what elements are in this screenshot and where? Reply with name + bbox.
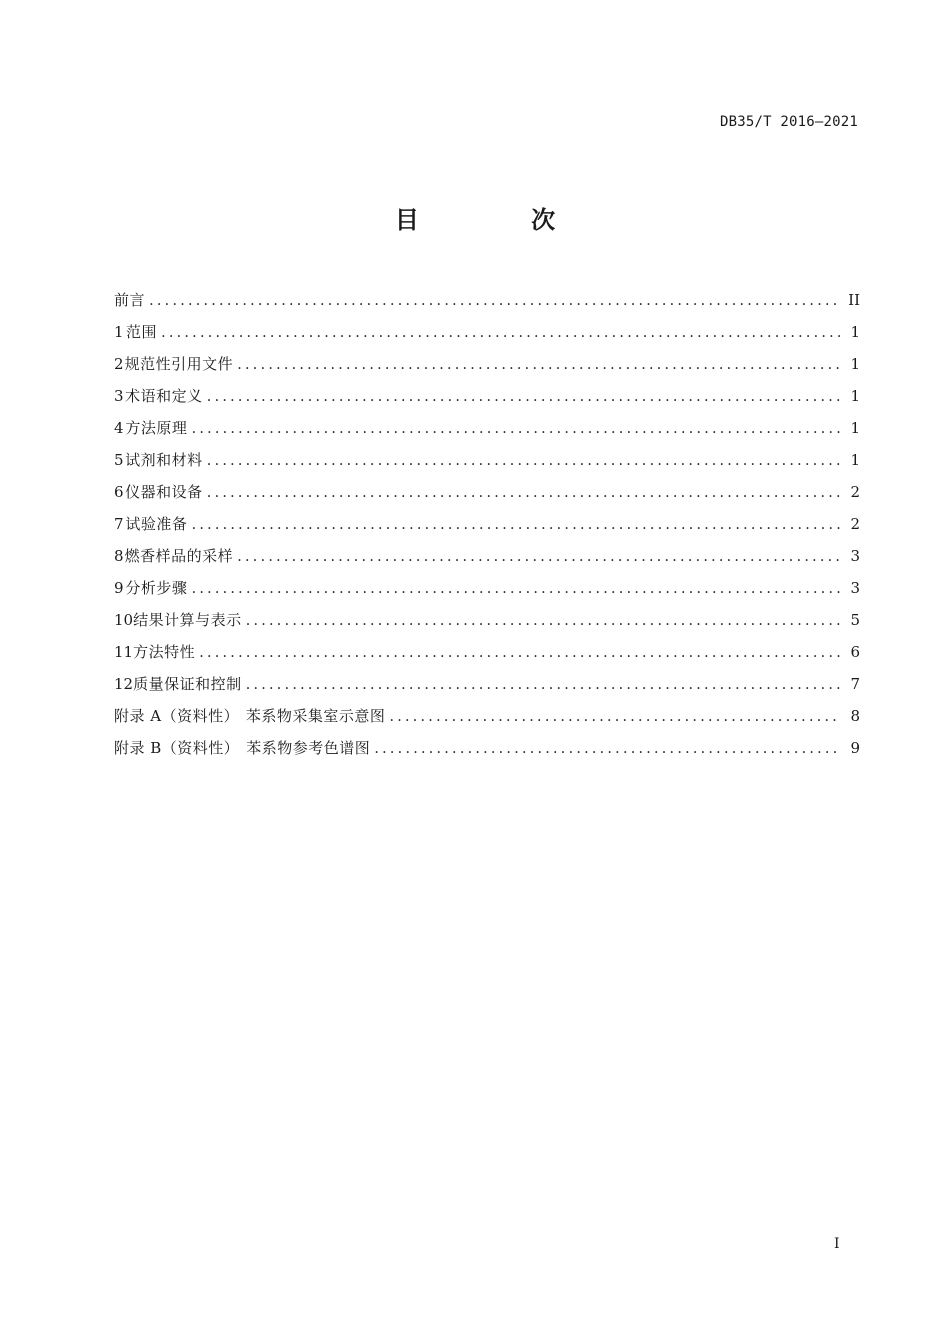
toc-dot-leader — [149, 284, 840, 316]
toc-entry-page: 8 — [850, 707, 860, 725]
toc-entry-page: 1 — [850, 419, 860, 437]
toc-dot-leader — [246, 668, 840, 700]
toc-entry-label: 质量保证和控制 — [133, 675, 242, 693]
toc-entry-number: 6 — [114, 483, 124, 501]
toc-entry-label: 燃香样品的采样 — [124, 547, 234, 565]
toc-dot-leader — [207, 444, 840, 476]
toc-dot-leader — [207, 380, 840, 412]
toc-entry-label: 前言 — [114, 291, 146, 309]
toc-entry-label: 规范性引用文件 — [124, 355, 234, 373]
toc-entry-label: 苯系物参考色谱图 — [246, 739, 371, 757]
toc-entry-6[interactable] — [114, 476, 860, 508]
toc-appendix-prefix: 附录 B（资料性） — [114, 739, 240, 757]
toc-entry-page: 3 — [850, 547, 860, 565]
toc-dot-leader — [374, 732, 840, 764]
toc-entry-number: 3 — [114, 387, 124, 405]
toc-entry-number: 7 — [114, 515, 124, 533]
toc-entry-2[interactable] — [114, 348, 860, 380]
toc-entry-number: 10 — [114, 611, 134, 629]
page-number: I — [834, 1236, 840, 1252]
toc-entry-page: 2 — [850, 515, 860, 533]
toc-dot-leader — [389, 700, 840, 732]
toc-entry-label: 仪器和设备 — [125, 483, 203, 501]
toc-entry-label: 分析步骤 — [125, 579, 188, 597]
toc-entry-number: 2 — [114, 355, 124, 373]
toc-entry-9[interactable] — [114, 572, 860, 604]
toc-entry-appendix-a[interactable] — [114, 700, 860, 732]
table-of-contents — [114, 284, 860, 764]
toc-appendix-prefix: 附录 A（资料性） — [114, 707, 240, 725]
toc-entry-number: 12 — [114, 675, 134, 693]
toc-dot-leader — [237, 540, 840, 572]
toc-dot-leader — [237, 348, 840, 380]
toc-entry-number: 4 — [114, 419, 124, 437]
toc-entry-11[interactable] — [114, 636, 860, 668]
toc-entry-label: 范围 — [125, 323, 157, 341]
toc-entry-page: 3 — [850, 579, 860, 597]
page-title: 目 次 — [394, 206, 608, 234]
toc-entry-number: 8 — [114, 547, 124, 565]
toc-entry-label: 方法特性 — [133, 643, 196, 661]
toc-entry-label: 试剂和材料 — [125, 451, 203, 469]
toc-entry-number: 1 — [114, 323, 124, 341]
toc-entry-appendix-b[interactable] — [114, 732, 860, 764]
toc-entry-label: 术语和定义 — [125, 387, 203, 405]
toc-entry-page: 1 — [850, 387, 860, 405]
toc-entry-10[interactable] — [114, 604, 860, 636]
toc-entry-label: 苯系物采集室示意图 — [245, 707, 386, 725]
toc-entry-page: 7 — [850, 675, 860, 693]
toc-dot-leader — [191, 508, 840, 540]
toc-entry-label: 方法原理 — [125, 419, 188, 437]
toc-entry-number: 5 — [114, 451, 124, 469]
toc-entry-number: 9 — [114, 579, 124, 597]
toc-entry-page: 1 — [850, 355, 860, 373]
toc-dot-leader — [199, 636, 840, 668]
toc-entry-1[interactable] — [114, 316, 860, 348]
toc-entry-foreword[interactable] — [114, 284, 860, 316]
toc-dot-leader — [191, 412, 840, 444]
toc-entry-3[interactable] — [114, 380, 860, 412]
document-code: DB35/T 2016—2021 — [719, 114, 858, 130]
toc-entry-label: 结果计算与表示 — [133, 611, 242, 629]
toc-entry-page: 1 — [850, 451, 860, 469]
toc-entry-page: 5 — [850, 611, 860, 629]
toc-entry-page: 1 — [850, 323, 860, 341]
toc-entry-4[interactable] — [114, 412, 860, 444]
toc-dot-leader — [161, 316, 840, 348]
toc-entry-5[interactable] — [114, 444, 860, 476]
toc-entry-number: 11 — [114, 643, 134, 661]
toc-dot-leader — [246, 604, 840, 636]
toc-entry-7[interactable] — [114, 508, 860, 540]
toc-entry-page: 2 — [850, 483, 860, 501]
toc-dot-leader — [207, 476, 840, 508]
toc-dot-leader — [191, 572, 840, 604]
toc-entry-label: 试验准备 — [125, 515, 188, 533]
toc-entry-12[interactable] — [114, 668, 860, 700]
toc-entry-page: 6 — [850, 643, 860, 661]
toc-entry-page: 9 — [850, 739, 860, 757]
toc-entry-8[interactable] — [114, 540, 860, 572]
toc-entry-page: II — [848, 291, 860, 309]
